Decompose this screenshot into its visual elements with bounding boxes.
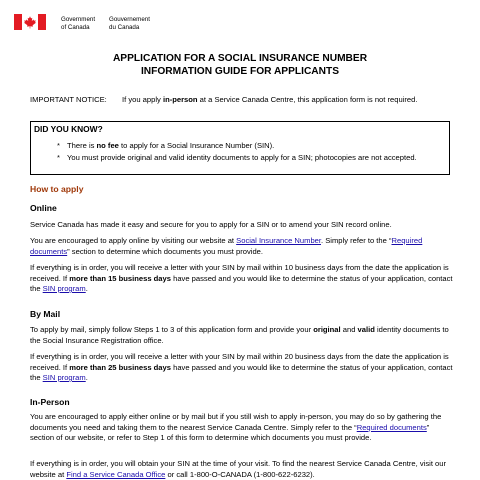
bullet-star-icon: *: [57, 141, 60, 150]
find-service-canada-office-link[interactable]: Find a Service Canada Office: [66, 469, 166, 479]
inperson-p1-start: You are encouraged to apply either online or by mail but if you still wish to apply in-person, you may do so by gathering the documents you need and taking them to the nearest Service Canada Centre. Simply refer to the “: [30, 412, 442, 432]
item1-no-fee: no fee: [96, 141, 119, 150]
mail-p2-mid: have passed and you would like to determine the status of your application, contact the: [30, 362, 453, 382]
bullet-star-icon: *: [57, 153, 60, 162]
online-p3-end: .: [85, 284, 88, 293]
by-mail-paragraph-1: [30, 325, 454, 346]
inperson-p2-end: or call 1-800-O-CANADA (1-800-622-6232).: [165, 469, 315, 479]
in-person-paragraph-2: [30, 459, 454, 480]
online-p3-bold: more than 15 business days: [69, 273, 171, 283]
required-documents-link[interactable]: Required documents: [356, 422, 427, 432]
item1-end: to apply for a Social Insurance Number (SIN).: [118, 141, 275, 150]
did-you-know-box: [30, 121, 450, 175]
wordmark-fr-line1: Gouvernement: [109, 16, 150, 23]
canada-flag-icon: [14, 14, 46, 30]
did-you-know-item-text: [67, 141, 437, 152]
wordmark-fr-line2: du Canada: [109, 24, 140, 31]
mail-p2-bold: more than 25 business days: [69, 362, 171, 372]
by-mail-heading: By Mail: [30, 309, 61, 319]
wordmark-french: [109, 16, 169, 32]
document-title-line1: APPLICATION FOR A SOCIAL INSURANCE NUMBER: [112, 53, 368, 64]
online-paragraph-1: Service Canada has made it easy and secure for you to apply for a SIN or to amend your SIN record online.: [30, 220, 392, 229]
notice-text-start: If you apply: [122, 95, 163, 104]
in-person-paragraph-1: [30, 412, 454, 444]
wordmark-en-line1: Government: [61, 16, 96, 23]
mail-p1-mid: and: [340, 325, 358, 334]
required-documents-link[interactable]: Required documents: [30, 236, 423, 256]
notice-label: IMPORTANT NOTICE:: [30, 95, 107, 104]
mail-p2-start: If everything is in order, you will receive a letter with your SIN by mail within 20 business days from the date the application is received. If: [30, 352, 449, 372]
document-title-line2: INFORMATION GUIDE FOR APPLICANTS: [140, 66, 340, 77]
online-paragraph-3: [30, 263, 454, 295]
mail-p2-end: .: [85, 373, 88, 382]
mail-p1-valid: valid: [357, 325, 375, 334]
notice-text: [122, 95, 442, 106]
mail-p1-start: To apply by mail, simply follow Steps 1 to 3 of this application form and provide your: [30, 325, 314, 334]
online-p3-mid: have passed and you would like to determine the status of your application, contact the: [30, 273, 453, 293]
sin-program-link[interactable]: SIN program: [42, 284, 86, 293]
mail-p1-end: identity documents to the Social Insurance Registration office.: [30, 325, 449, 345]
inperson-p1-end: ” section of our website, or refer to Step 1 of this form to determine which documents you must provide.: [30, 422, 430, 442]
did-you-know-item-text: You must provide original and valid identity documents to apply for a SIN; photocopies are not accepted.: [67, 153, 417, 162]
mail-p1-original: original: [313, 325, 341, 334]
by-mail-paragraph-2: [30, 352, 454, 384]
online-p2-end: ” section to determine which documents you must provide.: [67, 246, 263, 256]
notice-text-end: at a Service Canada Centre, this application form is not required.: [197, 95, 418, 104]
sin-website-link[interactable]: Social Insurance Number: [236, 236, 321, 245]
in-person-heading: In-Person: [30, 397, 70, 407]
how-to-apply-heading: How to apply: [30, 184, 84, 194]
online-p2-mid: . Simply refer to the “: [321, 236, 392, 245]
wordmark-english: [61, 16, 105, 32]
online-paragraph-2: [30, 236, 454, 257]
online-p2-start: You are encouraged to apply online by visiting our website at: [30, 236, 237, 245]
inperson-p2-start: If everything is in order, you will obtain your SIN at the time of your visit. To find the nearest Service Canada Centre, visit our website at: [30, 459, 447, 479]
wordmark-en-line2: of Canada: [61, 24, 90, 31]
sin-program-link[interactable]: SIN program: [42, 373, 86, 382]
item1-start: There is: [67, 141, 97, 150]
online-heading: Online: [30, 203, 57, 213]
notice-in-person: in-person: [162, 95, 198, 104]
online-p3-start: If everything is in order, you will receive a letter with your SIN by mail within 10 business days from the date the application is received. If: [30, 263, 449, 283]
did-you-know-title: DID YOU KNOW?: [34, 124, 103, 134]
